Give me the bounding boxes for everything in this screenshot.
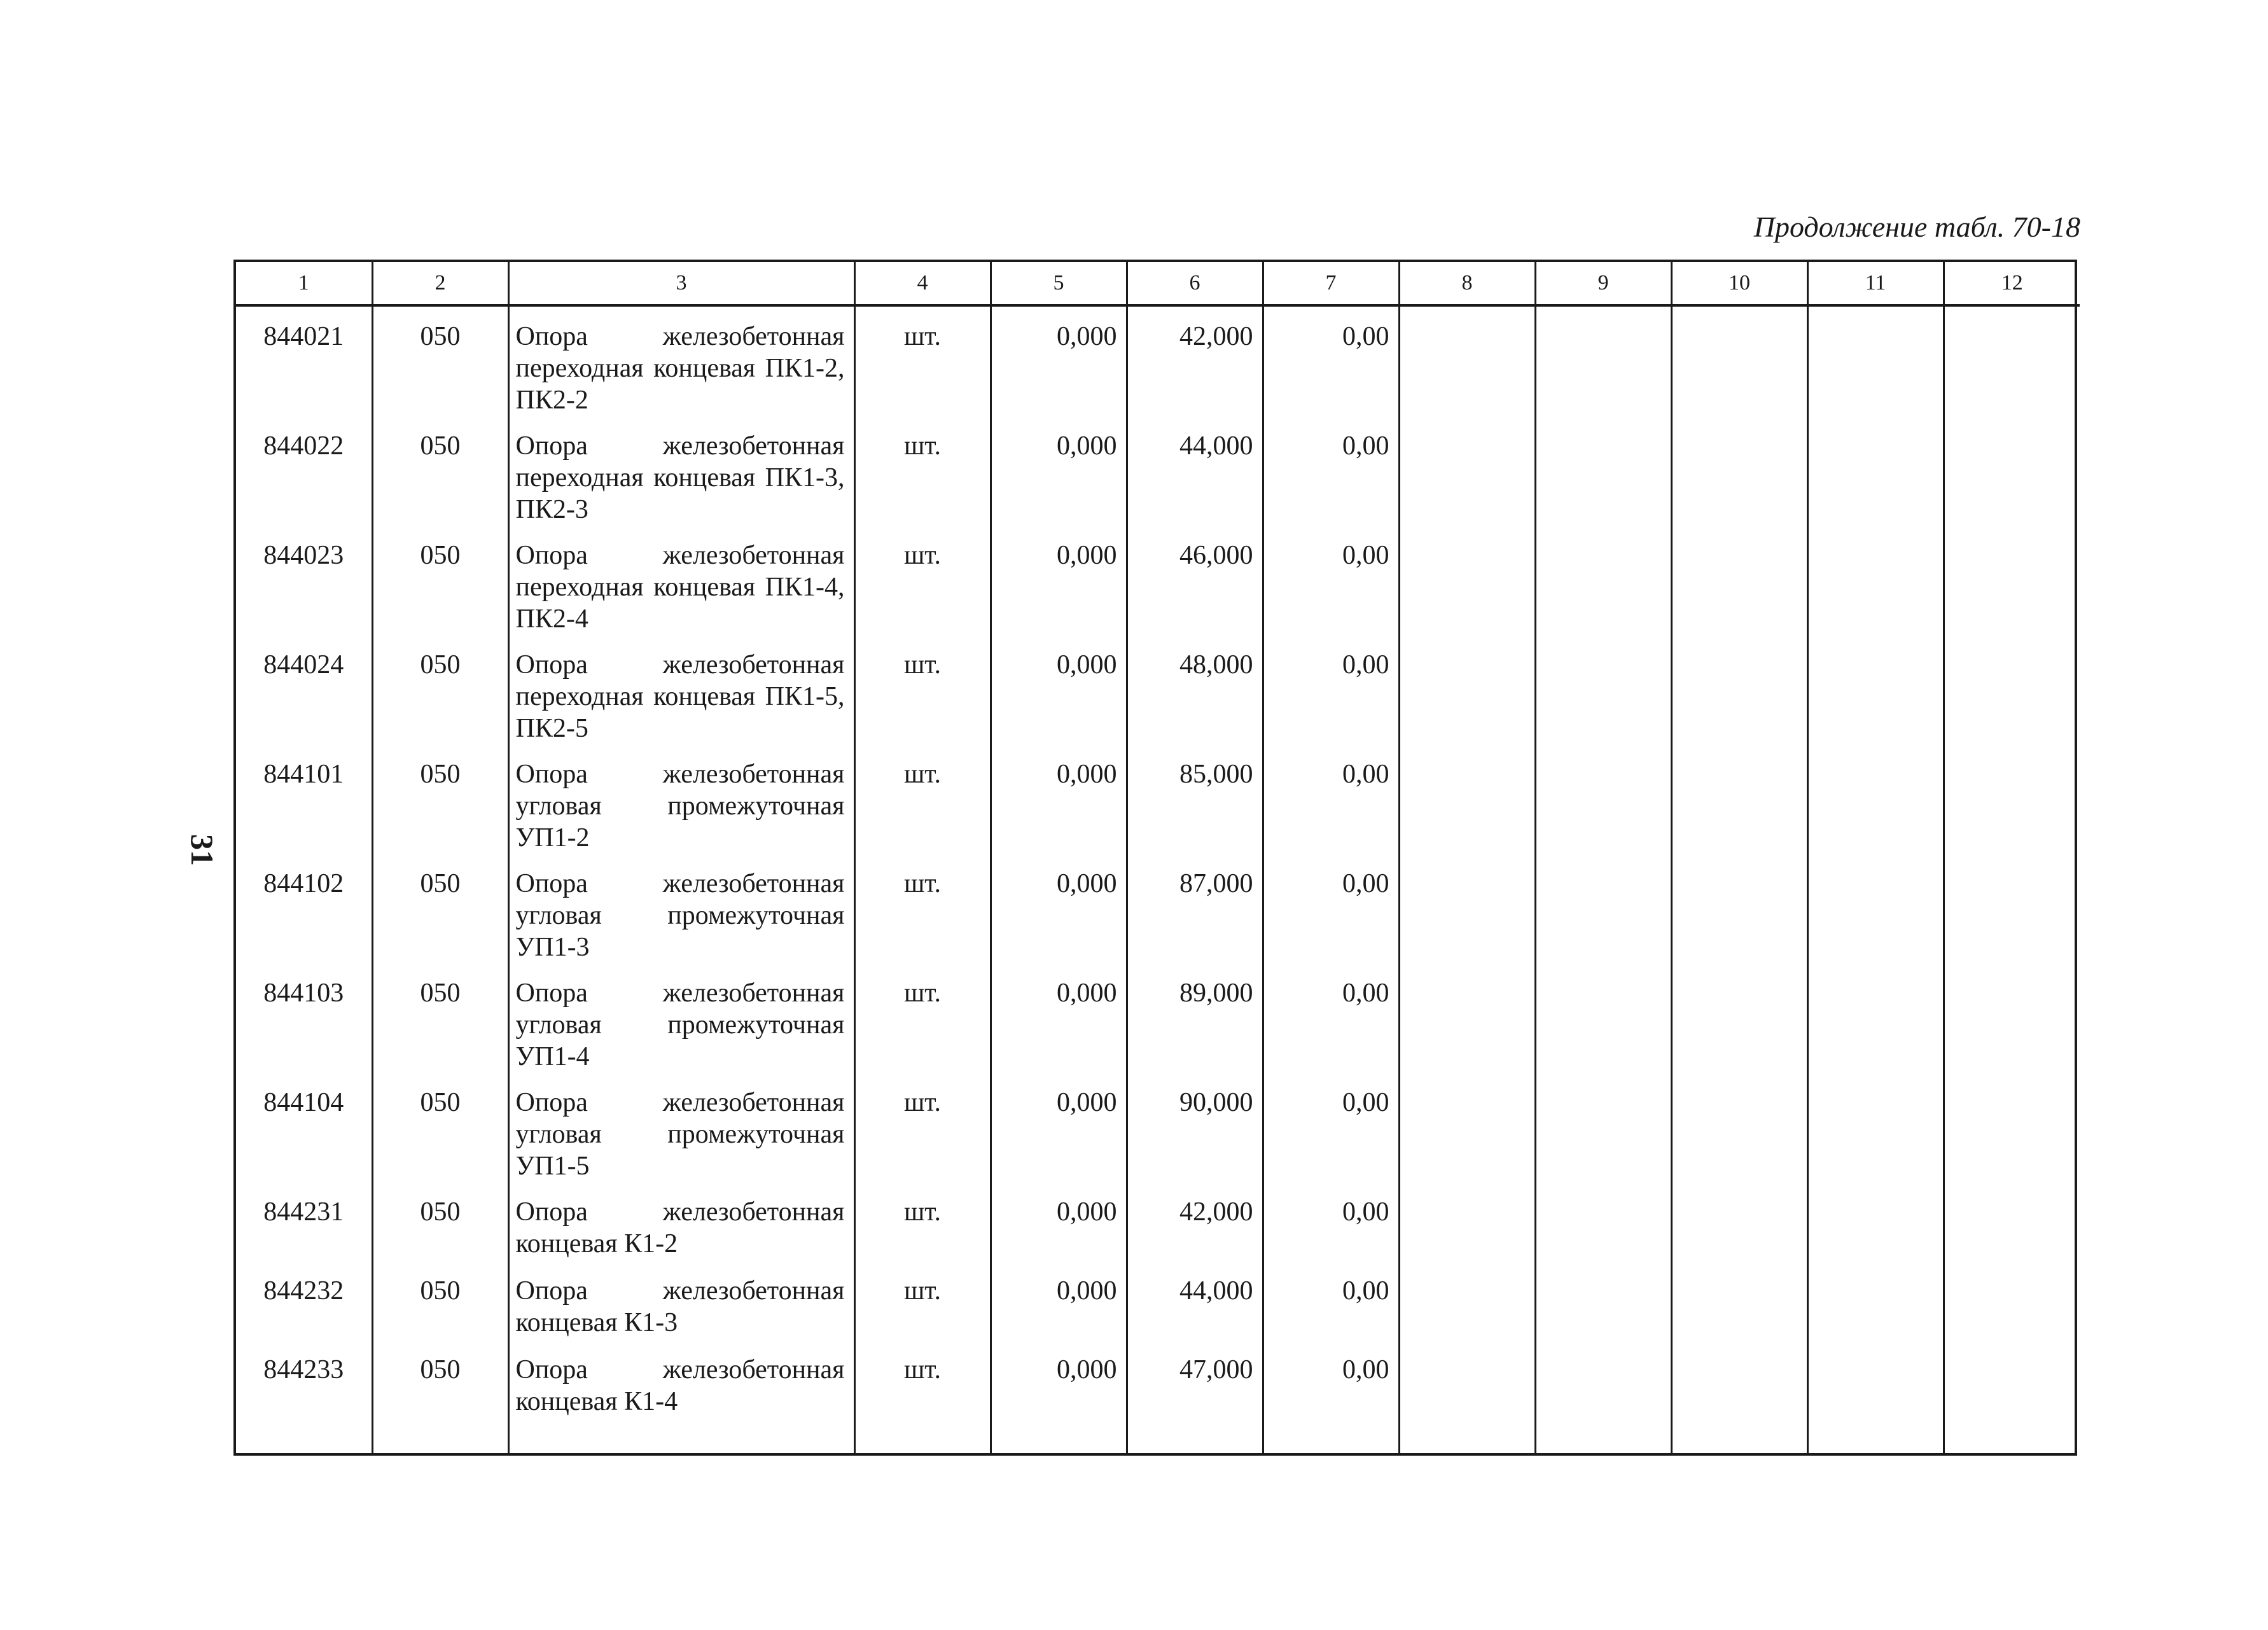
cell-unit: шт. <box>854 1340 991 1419</box>
cell-name: Опора железобетонная переходная концевая ПК1-5, ПК2-5 <box>508 635 854 744</box>
cell-empty <box>1399 1340 1535 1419</box>
cell-empty <box>1944 963 2080 1073</box>
price-table-grid <box>236 262 2080 1453</box>
cell-col7: 0,00 <box>1263 1182 1399 1261</box>
cell-empty <box>854 1419 991 1453</box>
cell-code: 844101 <box>236 744 372 854</box>
cell-code: 844024 <box>236 635 372 744</box>
cell-empty <box>1944 1340 2080 1419</box>
cell-empty <box>1671 526 1807 635</box>
cell-col6: 42,000 <box>1127 1182 1263 1261</box>
cell-empty <box>1807 854 1944 963</box>
cell-empty <box>1671 416 1807 526</box>
table-row <box>236 1182 2080 1261</box>
cell-unit: шт. <box>854 635 991 744</box>
cell-empty <box>1535 416 1671 526</box>
table-body <box>236 305 2080 1453</box>
cell-col6: 90,000 <box>1127 1073 1263 1182</box>
cell-empty <box>991 1419 1127 1453</box>
table-row <box>236 305 2080 416</box>
cell-empty <box>1944 305 2080 416</box>
cell-code: 844023 <box>236 526 372 635</box>
cell-col5: 0,000 <box>991 1182 1127 1261</box>
cell-group: 050 <box>372 635 508 744</box>
cell-empty <box>1671 305 1807 416</box>
cell-col6: 44,000 <box>1127 1261 1263 1340</box>
cell-col5: 0,000 <box>991 1261 1127 1340</box>
cell-empty <box>1944 854 2080 963</box>
cell-empty <box>1671 1261 1807 1340</box>
cell-col6: 87,000 <box>1127 854 1263 963</box>
cell-unit: шт. <box>854 963 991 1073</box>
cell-col6: 46,000 <box>1127 526 1263 635</box>
cell-name: Опора железобетонная угловая промежуточная УП1-2 <box>508 744 854 854</box>
cell-col7: 0,00 <box>1263 416 1399 526</box>
cell-name: Опора железобетонная концевая К1-4 <box>508 1340 854 1419</box>
table-row <box>236 744 2080 854</box>
cell-name: Опора железобетонная концевая К1-2 <box>508 1182 854 1261</box>
cell-col5: 0,000 <box>991 744 1127 854</box>
cell-empty <box>1944 744 2080 854</box>
price-table <box>233 260 2077 1456</box>
cell-empty <box>1535 854 1671 963</box>
cell-empty <box>1944 1073 2080 1182</box>
cell-empty <box>1807 1073 1944 1182</box>
cell-code: 844231 <box>236 1182 372 1261</box>
cell-code: 844104 <box>236 1073 372 1182</box>
column-header: 1 <box>236 262 372 305</box>
cell-group: 050 <box>372 526 508 635</box>
cell-col5: 0,000 <box>991 963 1127 1073</box>
table-filler-row <box>236 1419 2080 1453</box>
cell-unit: шт. <box>854 526 991 635</box>
cell-group: 050 <box>372 1261 508 1340</box>
cell-name: Опора железобетонная переходная концевая ПК1-2, ПК2-2 <box>508 305 854 416</box>
cell-empty <box>1263 1419 1399 1453</box>
cell-empty <box>1807 526 1944 635</box>
cell-name: Опора железобетонная угловая промежуточная УП1-4 <box>508 963 854 1073</box>
cell-empty <box>1535 1419 1671 1453</box>
cell-group: 050 <box>372 963 508 1073</box>
page-number: 31 <box>184 834 220 866</box>
cell-col5: 0,000 <box>991 416 1127 526</box>
cell-code: 844103 <box>236 963 372 1073</box>
cell-empty <box>1807 1340 1944 1419</box>
column-header: 12 <box>1944 262 2080 305</box>
cell-empty <box>1807 305 1944 416</box>
column-header: 10 <box>1671 262 1807 305</box>
cell-name: Опора железобетонная угловая промежуточная УП1-5 <box>508 1073 854 1182</box>
cell-col6: 48,000 <box>1127 635 1263 744</box>
table-row <box>236 635 2080 744</box>
cell-empty <box>1807 416 1944 526</box>
cell-empty <box>1535 1340 1671 1419</box>
cell-group: 050 <box>372 305 508 416</box>
cell-empty <box>1535 744 1671 854</box>
cell-col6: 89,000 <box>1127 963 1263 1073</box>
cell-empty <box>1535 635 1671 744</box>
cell-empty <box>1535 1182 1671 1261</box>
cell-code: 844232 <box>236 1261 372 1340</box>
table-row <box>236 1073 2080 1182</box>
column-header: 11 <box>1807 262 1944 305</box>
cell-unit: шт. <box>854 854 991 963</box>
cell-empty <box>1671 963 1807 1073</box>
cell-empty <box>1944 526 2080 635</box>
cell-empty <box>1399 635 1535 744</box>
table-row <box>236 416 2080 526</box>
cell-empty <box>372 1419 508 1453</box>
table-caption: Продолжение табл. 70-18 <box>1753 211 2080 243</box>
column-header: 9 <box>1535 262 1671 305</box>
cell-col5: 0,000 <box>991 854 1127 963</box>
cell-empty <box>1671 1340 1807 1419</box>
cell-empty <box>1399 416 1535 526</box>
table-row <box>236 526 2080 635</box>
table-row <box>236 854 2080 963</box>
cell-group: 050 <box>372 1073 508 1182</box>
cell-empty <box>236 1419 372 1453</box>
cell-empty <box>1807 1261 1944 1340</box>
cell-col6: 85,000 <box>1127 744 1263 854</box>
column-header: 3 <box>508 262 854 305</box>
cell-empty <box>1944 635 2080 744</box>
table-row <box>236 963 2080 1073</box>
cell-empty <box>1671 1073 1807 1182</box>
cell-empty <box>1399 1419 1535 1453</box>
cell-empty <box>1399 305 1535 416</box>
cell-empty <box>1535 526 1671 635</box>
table-row <box>236 1261 2080 1340</box>
cell-name: Опора железобетонная переходная концевая ПК1-3, ПК2-3 <box>508 416 854 526</box>
cell-group: 050 <box>372 1182 508 1261</box>
cell-empty <box>1535 1073 1671 1182</box>
cell-col7: 0,00 <box>1263 305 1399 416</box>
cell-empty <box>1807 744 1944 854</box>
cell-col5: 0,000 <box>991 1340 1127 1419</box>
cell-code: 844102 <box>236 854 372 963</box>
cell-empty <box>1944 1261 2080 1340</box>
cell-col7: 0,00 <box>1263 963 1399 1073</box>
cell-col5: 0,000 <box>991 305 1127 416</box>
cell-empty <box>1944 1182 2080 1261</box>
cell-unit: шт. <box>854 1182 991 1261</box>
cell-empty <box>1399 1182 1535 1261</box>
cell-empty <box>1807 1182 1944 1261</box>
table-row <box>236 1340 2080 1419</box>
header-row <box>236 262 2080 305</box>
column-header: 8 <box>1399 262 1535 305</box>
cell-col6: 44,000 <box>1127 416 1263 526</box>
cell-col5: 0,000 <box>991 526 1127 635</box>
cell-empty <box>1671 1182 1807 1261</box>
cell-empty <box>1535 1261 1671 1340</box>
cell-code: 844021 <box>236 305 372 416</box>
cell-empty <box>508 1419 854 1453</box>
column-header: 2 <box>372 262 508 305</box>
cell-name: Опора железобетонная переходная концевая ПК1-4, ПК2-4 <box>508 526 854 635</box>
cell-col7: 0,00 <box>1263 1340 1399 1419</box>
cell-code: 844233 <box>236 1340 372 1419</box>
cell-empty <box>1127 1419 1263 1453</box>
cell-empty <box>1399 854 1535 963</box>
cell-col6: 42,000 <box>1127 305 1263 416</box>
cell-empty <box>1671 635 1807 744</box>
cell-empty <box>1944 416 2080 526</box>
cell-unit: шт. <box>854 1261 991 1340</box>
cell-empty <box>1807 1419 1944 1453</box>
cell-unit: шт. <box>854 416 991 526</box>
cell-empty <box>1399 526 1535 635</box>
column-header: 5 <box>991 262 1127 305</box>
cell-col7: 0,00 <box>1263 744 1399 854</box>
cell-group: 050 <box>372 744 508 854</box>
cell-empty <box>1399 744 1535 854</box>
cell-empty <box>1535 305 1671 416</box>
cell-col5: 0,000 <box>991 635 1127 744</box>
cell-group: 050 <box>372 1340 508 1419</box>
cell-empty <box>1944 1419 2080 1453</box>
column-header: 4 <box>854 262 991 305</box>
cell-empty <box>1399 1073 1535 1182</box>
cell-unit: шт. <box>854 1073 991 1182</box>
cell-empty <box>1535 963 1671 1073</box>
column-header: 7 <box>1263 262 1399 305</box>
cell-col7: 0,00 <box>1263 1261 1399 1340</box>
cell-empty <box>1671 744 1807 854</box>
cell-col7: 0,00 <box>1263 854 1399 963</box>
cell-col7: 0,00 <box>1263 1073 1399 1182</box>
cell-unit: шт. <box>854 744 991 854</box>
cell-empty <box>1399 1261 1535 1340</box>
cell-unit: шт. <box>854 305 991 416</box>
cell-col7: 0,00 <box>1263 635 1399 744</box>
cell-group: 050 <box>372 416 508 526</box>
cell-empty <box>1671 1419 1807 1453</box>
cell-name: Опора железобетонная угловая промежуточная УП1-3 <box>508 854 854 963</box>
cell-group: 050 <box>372 854 508 963</box>
cell-empty <box>1807 635 1944 744</box>
column-header: 6 <box>1127 262 1263 305</box>
cell-empty <box>1671 854 1807 963</box>
cell-col5: 0,000 <box>991 1073 1127 1182</box>
cell-code: 844022 <box>236 416 372 526</box>
cell-empty <box>1399 963 1535 1073</box>
cell-empty <box>1807 963 1944 1073</box>
cell-name: Опора железобетонная концевая К1-3 <box>508 1261 854 1340</box>
cell-col6: 47,000 <box>1127 1340 1263 1419</box>
cell-col7: 0,00 <box>1263 526 1399 635</box>
